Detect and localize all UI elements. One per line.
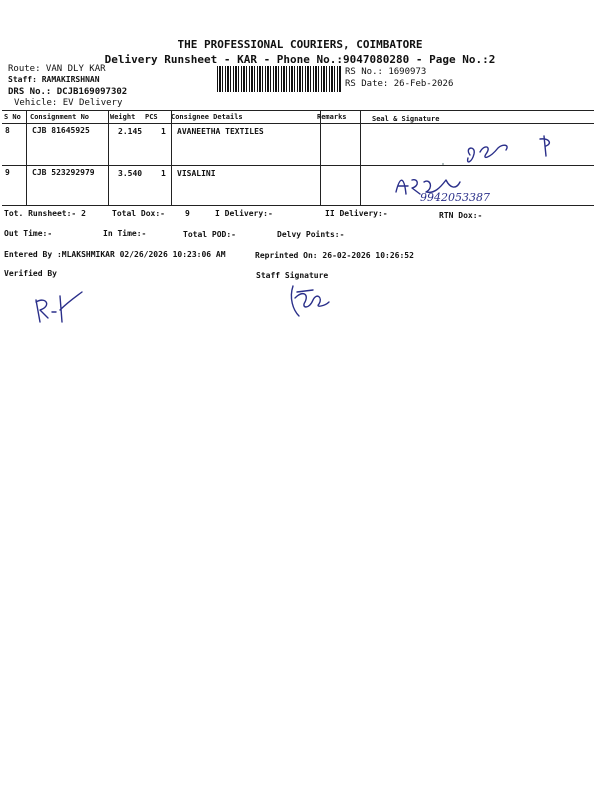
barcode xyxy=(217,66,341,92)
header-seal: Seal & Signature xyxy=(372,115,440,123)
col-divider xyxy=(171,110,172,205)
staff-text: Staff: RAMAKIRSHNAN xyxy=(8,75,100,84)
rtn-dox: RTN Dox:- xyxy=(439,211,483,220)
rs-number: RS No.: 1690973 xyxy=(345,67,427,77)
table-row-pcs: 1 xyxy=(161,127,166,136)
col-divider xyxy=(108,110,109,205)
drs-number: DRS No.: DCJB169097302 xyxy=(8,87,128,97)
staff-signature xyxy=(283,280,333,322)
out-time: Out Time:- xyxy=(4,229,53,238)
reprinted-on: Reprinted On: 26-02-2026 10:26:52 xyxy=(255,251,414,260)
i-delivery: I Delivery:- xyxy=(215,209,273,218)
row9-handwritten-number: 9942053387 xyxy=(420,191,490,204)
staff-signature-label: Staff Signature xyxy=(256,271,329,280)
verified-by-signature xyxy=(30,288,100,333)
runsheet-title: Delivery Runsheet - KAR - Phone No.:9047080280 - Page No.:2 xyxy=(104,53,496,66)
total-pod: Total POD:- xyxy=(183,230,236,239)
verified-by-label: Verified By xyxy=(4,269,57,278)
header-weight: Weight xyxy=(110,113,136,121)
route-text: Route: VAN DLY KAR xyxy=(8,64,106,74)
table-row-sno: 9 xyxy=(5,168,10,177)
col-divider xyxy=(360,110,361,205)
vehicle-text: Vehicle: EV Delivery xyxy=(14,98,123,108)
delvy-points: Delvy Points:- xyxy=(277,230,345,239)
total-dox-label: Total Dox:- xyxy=(112,209,165,218)
header-consignee: Consignee Details xyxy=(171,113,243,121)
tot-runsheet: Tot. Runsheet:- 2 xyxy=(4,209,86,218)
in-time: In Time:- xyxy=(103,229,147,238)
row8-signature xyxy=(440,130,570,170)
company-name: THE PROFESSIONAL COURIERS, COIMBATORE xyxy=(177,38,423,51)
table-row-consignee: AVANEETHA TEXTILES xyxy=(177,127,264,136)
col-divider xyxy=(320,110,321,205)
rs-date: RS Date: 26-Feb-2026 xyxy=(345,79,454,89)
header-pcs: PCS xyxy=(145,113,158,121)
table-row-sno: 8 xyxy=(5,126,10,135)
col-divider xyxy=(26,110,27,205)
table-row-consignment: CJB 523292979 xyxy=(32,168,95,177)
entered-by: Entered By :MLAKSHMIKAR 02/26/2026 10:23:06 AM xyxy=(4,250,226,259)
header-consignment: Consignment No xyxy=(30,113,90,121)
table-row-weight: 3.540 xyxy=(118,169,143,178)
table-top-border xyxy=(2,110,594,111)
header-sno: S No xyxy=(4,113,21,121)
table-row-pcs: 1 xyxy=(161,169,166,178)
ii-delivery: II Delivery:- xyxy=(325,209,388,218)
table-row-weight: 2.145 xyxy=(118,127,143,136)
total-dox-value: 9 xyxy=(185,209,190,218)
table-header-border xyxy=(2,123,594,124)
table-row-consignee: VISALINI xyxy=(177,169,216,178)
table-row-consignment: CJB 81645925 xyxy=(32,126,90,135)
header-remarks: Remarks xyxy=(317,113,347,121)
